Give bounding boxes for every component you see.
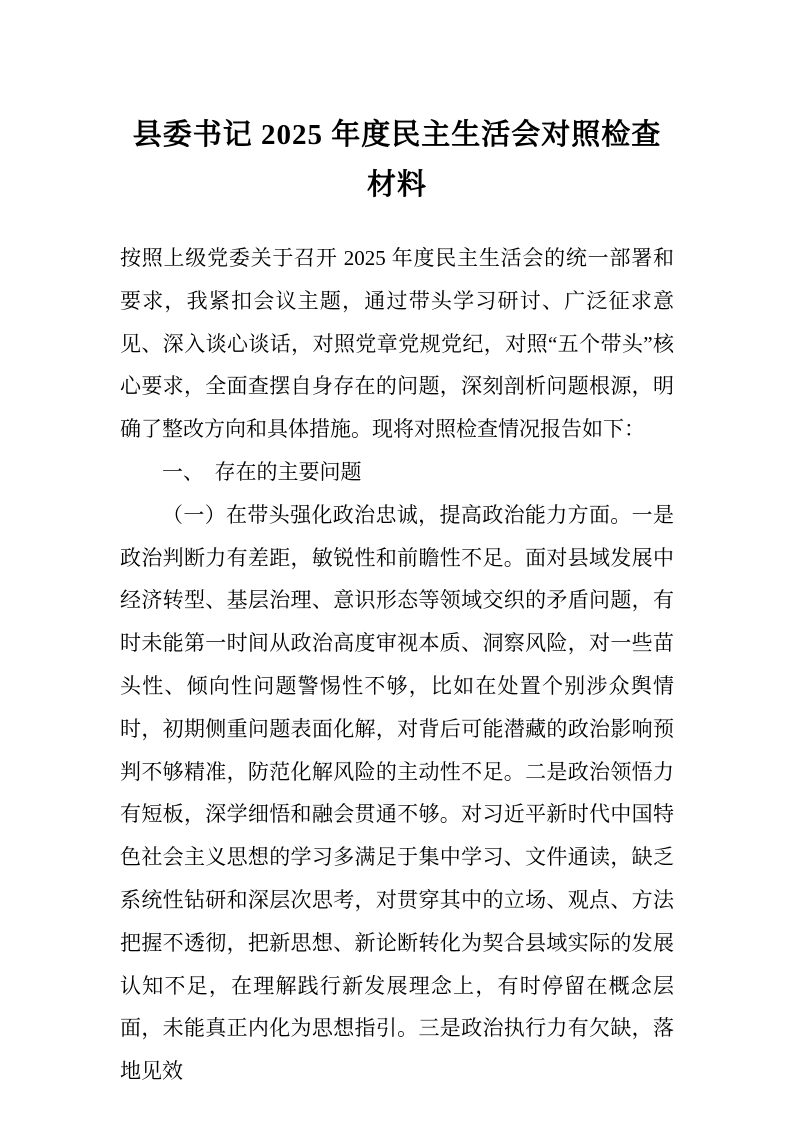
document-title: 县委书记 2025 年度民主生活会对照检查材料 bbox=[132, 119, 662, 201]
paragraph-opening: 按照上级党委关于召开 2025 年度民主生活会的统一部署和要求，我紧扣会议主题，通过带头学习研讨、广泛征求意见、深入谈心谈话，对照党章党规党纪，对照“五个带头”核心要求，全面查摆自身存在的问题，深刻剖析问题根源，明确了整改方向和具体措施。现将对照检查情况报告如下： bbox=[120, 246, 674, 442]
section-heading-1: 一、 存在的主要问题 bbox=[162, 459, 362, 484]
document-body bbox=[120, 237, 674, 1093]
paragraph-section-1-content: （一）在带头强化政治忠诚，提高政治能力方面。一是政治判断力有差距，敏锐性和前瞻性不足。面对县域发展中经济转型、基层治理、意识形态等领域交织的矛盾问题，有时未能第一时间从政治高度审视本质、洞察风险，对一些苗头性、倾向性问题警惕性不够，比如在处置个别涉众舆情时，初期侧重问题表面化解，对背后可能潜藏的政治影响预判不够精准，防范化解风险的主动性不足。二是政治领悟力有短板，深学细悟和融会贯通不够。对习近平新时代中国特色社会主义思想的学习多满足于集中学习、文件通读，缺乏系统性钻研和深层次思考，对贯穿其中的立场、观点、方法把握不透彻，把新思想、新论断转化为契合县域实际的发展认知不足，在理解践行新发展理念上，有时停留在概念层面，未能真正内化为思想指引。三是政治执行力有欠缺，落地见效 bbox=[120, 502, 674, 1084]
